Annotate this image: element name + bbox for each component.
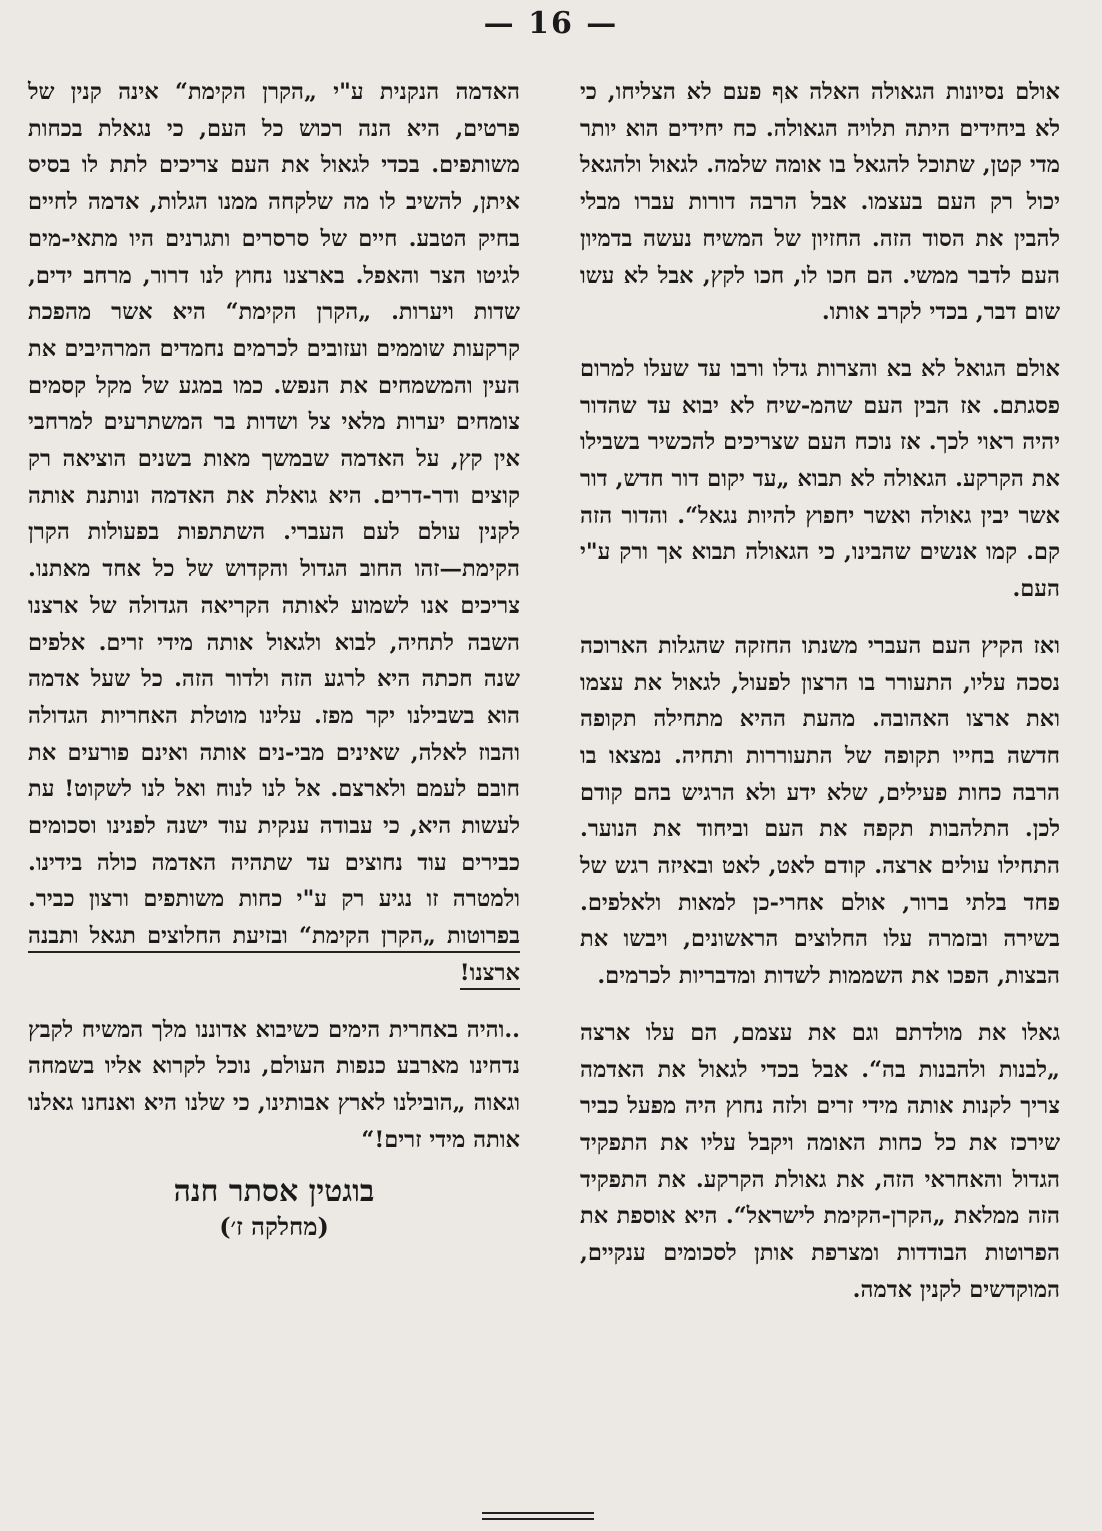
right-paragraph-4: גאלו את מולדתם וגם את עצמם, הם עלו ארצה „לבנות ולהבנות בה“. אבל בכדי לגאול את האדמה צריך לקנות אותה מידי זרים ולזה נחוץ היה מפעל כביר שירכז את כל כחות האומה ויקבל עליו את התפקיד הגדול והאחראי הזה, את גאולת הקרקע. את התפקיד הזה ממלאת „הקרן-הקימת לישראל“. היא אוספת את הפרוטות הבודדות ומצרפת אותן לסכומים ענקיים, המוקדשים לקנין אדמה. bbox=[580, 1019, 1060, 1303]
author-name: בוגטין אסתר חנה bbox=[173, 1174, 375, 1210]
right-paragraph-2: אולם הגואל לא בא והצרות גדלו ורבו עד שעלו למרום פסגתם. אז הבין העם שהמ-שיח לא יבוא עד שהדור יהיה ראוי לכך. אז נוכח העם שצריכים להכשיר בשבילו את הקרקע. הגאולה לא תבוא „עד יקום דור חדש, דור אשר יבין גאולה ואשר יחפוץ להיות נגאל“. והדור הזה קם. קמו אנשים שהבינו, כי הגאולה תבוא אך ורק ע"י העם. bbox=[580, 355, 1060, 603]
page-number: — 16 — bbox=[483, 6, 619, 41]
right-column bbox=[580, 74, 1060, 1309]
author-class: (מחלקה ז׳) bbox=[219, 1212, 329, 1242]
right-paragraph-3: ואז הקיץ העם העברי משנתו החזקה שהגלות הארוכה נסכה עליו, התעורר בו הרצון לפעול, לגאול את עצמו ואת ארצו האהובה. מהעת ההיא מתחילה תקופה חדשה בחייו תקופה של התעוררות ותחיה. נמצאו בו הרבה כחות פעילים, שלא ידע ולא הרגיש בהם קודם לכן. התלהבות תקפה את העם וביחוד את הנוער. התחילו עולים ארצה. קודם לאט, לאט ובאיזה רגש של פחד בלתי ברור, אולם אחרי-כן למאות ולאלפים. בשירה ובזמרה עלו החלוצים הראשונים, ויבשו את הבצות, הפכו את השממות לשדות ומדבריות לכרמים. bbox=[580, 632, 1060, 990]
underlined-slogan: בפרוטות „הקרן הקימת“ ובזיעת החלוצים תגאל ותבנה ארצנו! bbox=[28, 923, 520, 990]
left-paragraph-1 bbox=[28, 74, 520, 992]
left-column bbox=[28, 74, 520, 1242]
right-paragraph-1: אולם נסיונות הגאולה האלה אף פעם לא הצליחו, כי לא ביחידים היתה תלויה הגאולה. כח יחידים הוא יותר מדי קטן, שתוכל להגאל בו אומה שלמה. לגאול ולהגאל יכול רק העם בעצמו. אבל הרבה דורות עברו מבלי להבין את הסוד הזה. החזיון של המשיח נעשה בדמיון העם לדבר ממשי. הם חכו לו, חכו לקץ, אבל לא עשו שום דבר, בכדי לקרב אותו. bbox=[580, 79, 1060, 326]
left-paragraph-2: ..והיה באחרית הימים כשיבוא אדוננו מלך המשיח לקבץ נדחינו מארבע כנפות העולם, נוכל לקרוא אליו בשמחה וגאוה „הובילנו לארץ אבותינו, כי שלנו היא ואנחנו גאלנו אותה מידי זרים!“ bbox=[28, 1016, 520, 1153]
left-paragraph-1-text: האדמה הנקנית ע"י „הקרן הקימת“ אינה קנין של פרטים, היא הנה רכוש כל העם, כי נגאלת בכחות משותפים. בכדי לגאול את העם צריכים לתת לו בסיס איתן, להשיב לו מה שלקחה ממנו הגלות, אדמה לחיים בחיק הטבע. חיים של סרסרים ותגרנים היו מתאי-מים לגיטו הצר והאפל. בארצנו נחוץ לנו דרור, מרחב ידים, שדות ויערות. „הקרן הקימת“ היא אשר מהפכת קרקעות שוממים ועזובים לכרמים נחמדים המרהיבים את העין והמשמחים את הנפש. כמו במגע של מקל קסמים צומחים יערות מלאי צל ושדות בר המשתרעים למרחבי אין קץ, על האדמה שבמשך מאות בשנים הוציאה רק קוצים ודר-דרים. היא גואלת את האדמה ונותנת אותה לקנין עולם לעם העברי. השתתפות בפעולות הקרן הקימת—זהו החוב הגדול והקדוש של כל אחד מאתנו. צריכים אנו לשמוע לאותה הקריאה הגדולה של ארצנו השבה לתחיה, לבוא ולגאול אותה מידי זרים. אלפים שנה חכתה היא לרגע הזה ולדור הזה. כל שעל אדמה הוא בשבילנו יקר מפז. עלינו מוטלת האחריות הגדולה והבוז לאלה, שאינים מבי-נים אותה ואינם פורעים את חובם לעמם ולארצם. אל לנו לנוח ואל לנו לשקוט! עת לעשות היא, כי עבודה ענקית עוד ישנה לפנינו וסכומים כבירים עוד נחוצים עד שתהיה האדמה כולה בידינו. ולמטרה זו נגיע רק ע"י כחות משותפים ורצון כביר. bbox=[28, 79, 520, 913]
bottom-double-rule bbox=[482, 1512, 594, 1520]
